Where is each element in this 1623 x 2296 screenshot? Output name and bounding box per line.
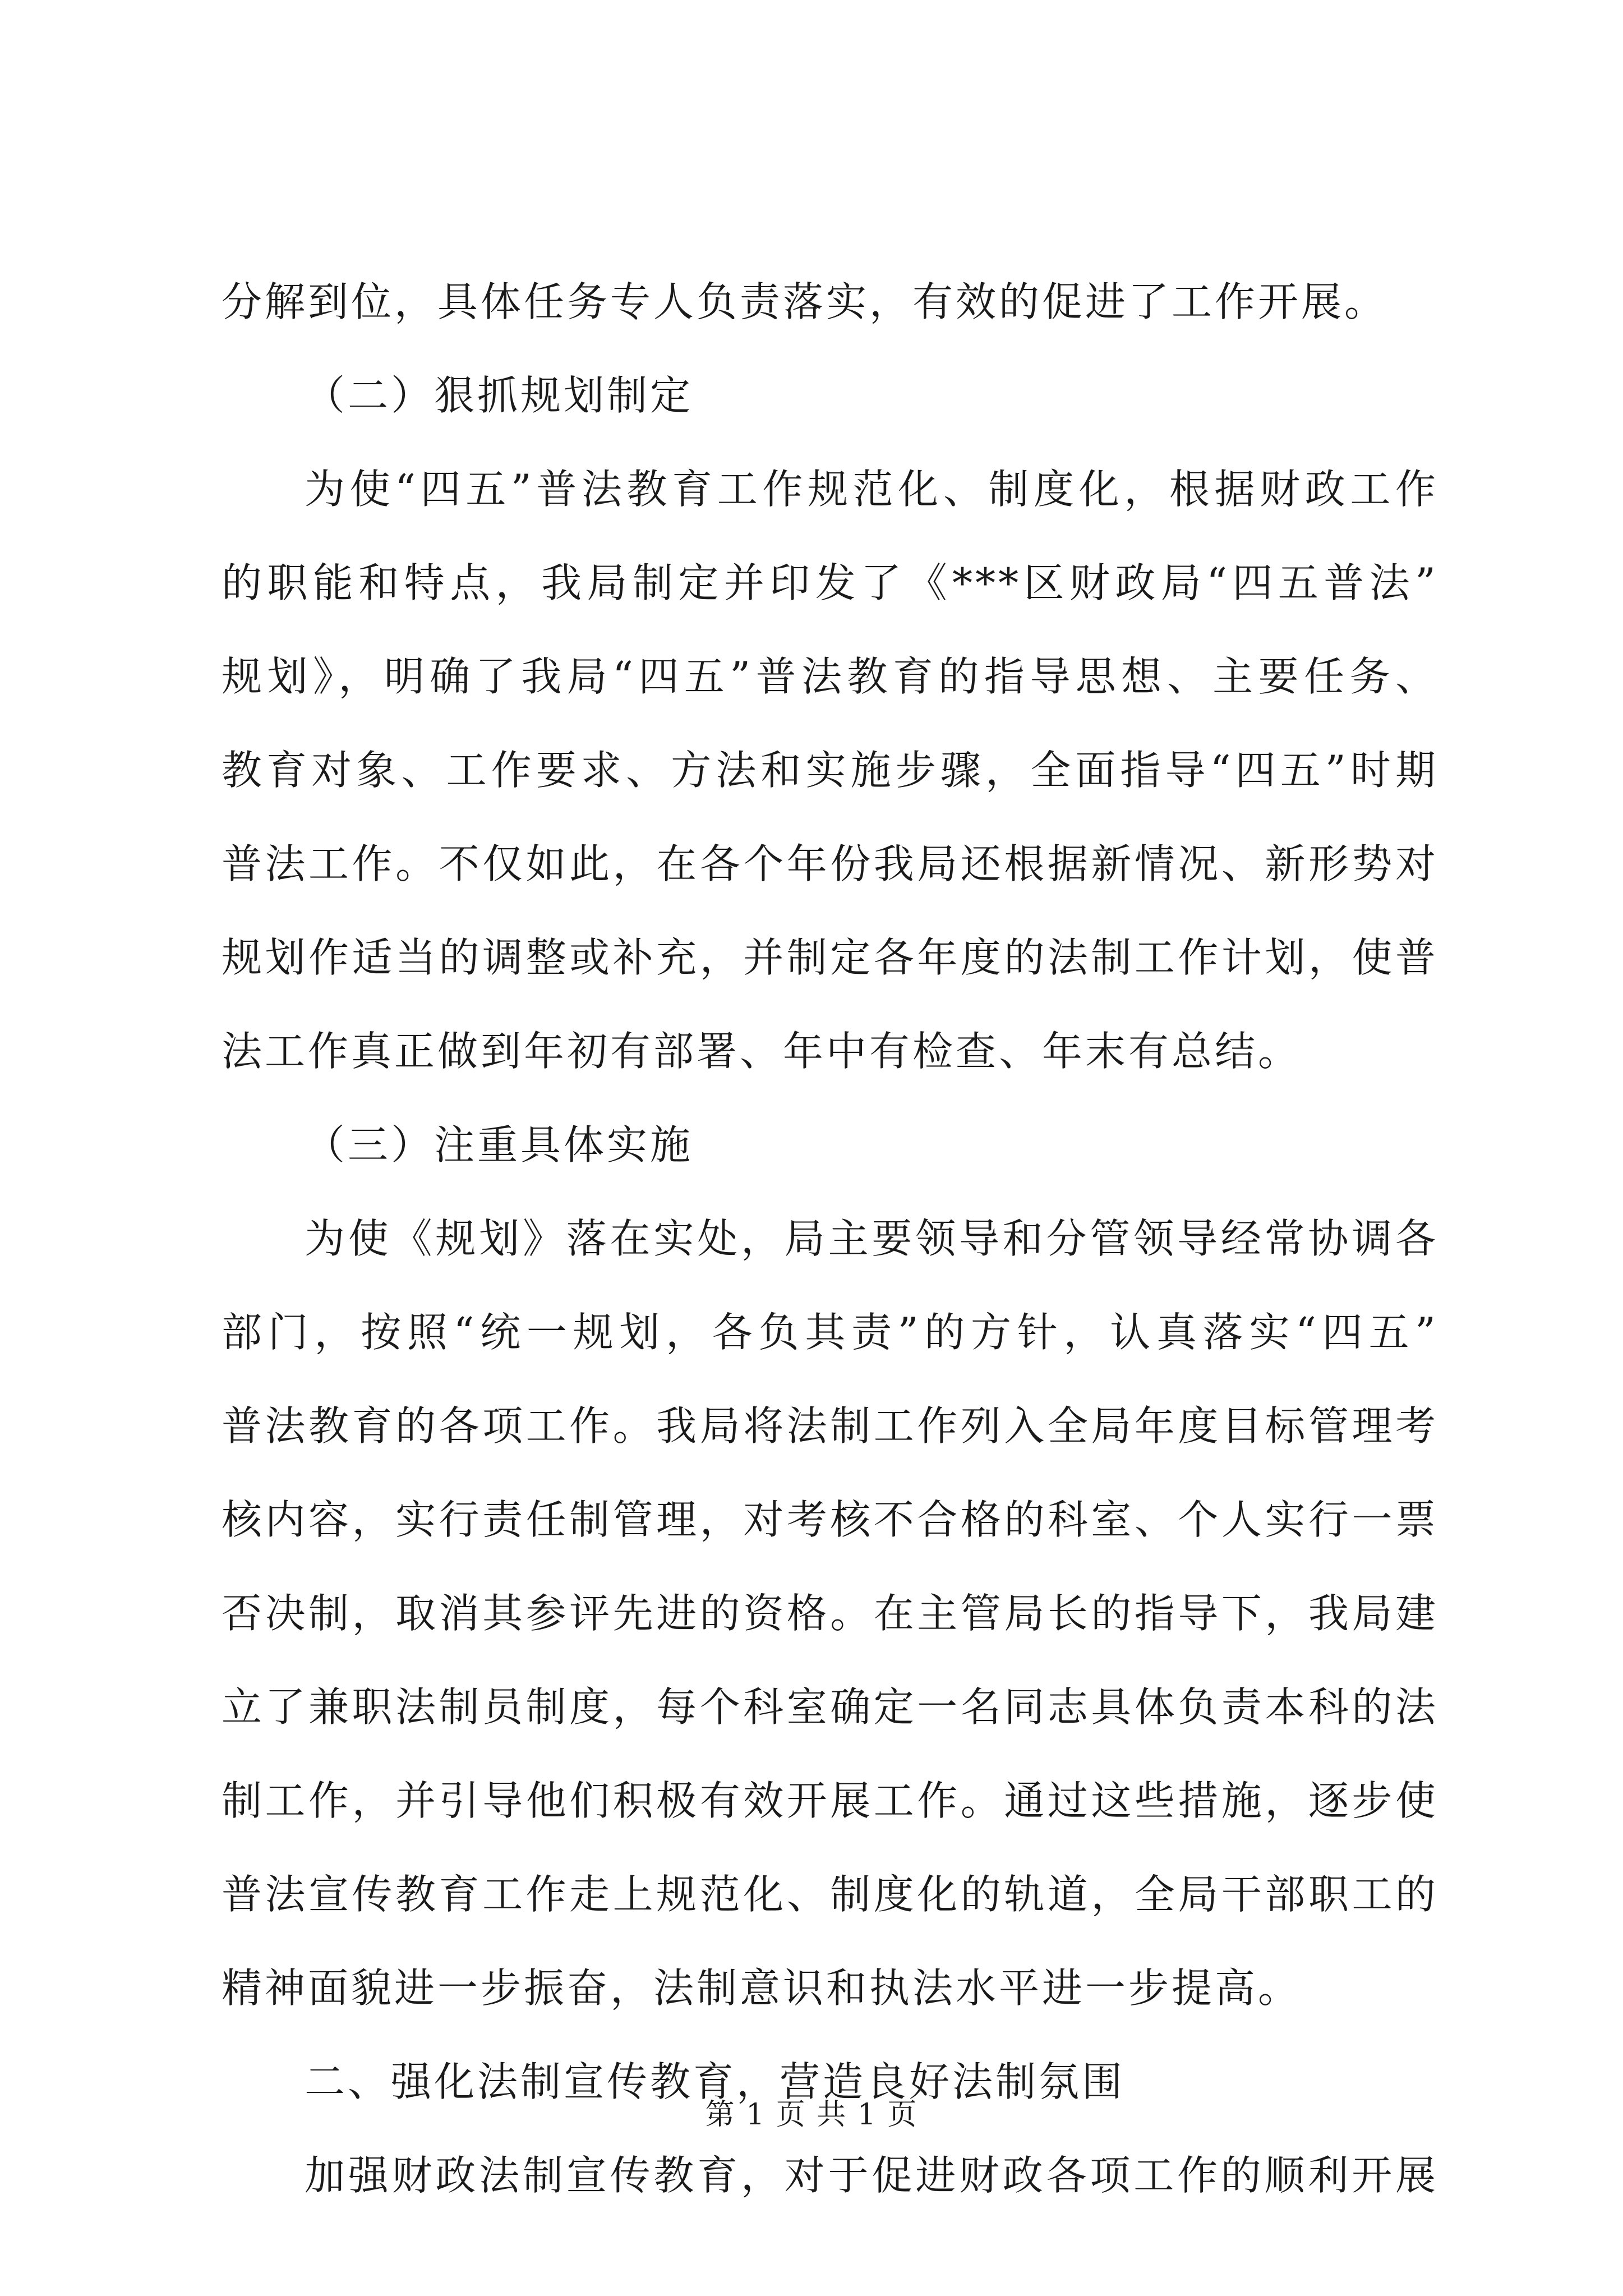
paragraph-line: 规划》，明确了我局“四五”普法教育的指导思想、主要任务、	[222, 653, 1438, 700]
section-heading: （三）注重具体实施	[305, 1121, 694, 1168]
paragraph-line: 的职能和特点，我局制定并印发了《***区财政局“四五普法”	[222, 559, 1438, 606]
paragraph-line: 普法宣传教育工作走上规范化、制度化的轨道，全局干部职工的	[222, 1871, 1438, 1918]
paragraph-line: 精神面貌进一步振奋，法制意识和执法水平进一步提高。	[222, 1964, 1302, 2012]
page-footer: 第 1 页 共 1 页	[705, 2098, 918, 2132]
paragraph-line: 为使《规划》落在实处，局主要领导和分管领导经常协调各	[305, 1215, 1438, 1262]
paragraph-line: 立了兼职法制员制度，每个科室确定一名同志具体负责本科的法	[222, 1683, 1438, 1731]
paragraph-line: 加强财政法制宣传教育，对于促进财政各项工作的顺利开展	[305, 2152, 1438, 2199]
paragraph-line: 普法教育的各项工作。我局将法制工作列入全局年度目标管理考	[222, 1402, 1438, 1450]
paragraph-line: 教育对象、工作要求、方法和实施步骤，全面指导“四五”时期	[222, 747, 1438, 794]
paragraph-line: 部门，按照“统一规划，各负其责”的方针，认真落实“四五”	[222, 1309, 1438, 1356]
section-heading: 二、强化法制宣传教育，营造良好法制氛围	[305, 2058, 1126, 2105]
paragraph-line: 为使“四五”普法教育工作规范化、制度化，根据财政工作	[305, 466, 1438, 513]
paragraph-line: 规划作适当的调整或补充，并制定各年度的法制工作计划，使普	[222, 934, 1438, 981]
section-heading: （二）狠抓规划制定	[305, 372, 694, 419]
document-body	[222, 255, 1438, 2223]
paragraph-line: 制工作，并引导他们积极有效开展工作。通过这些措施，逐步使	[222, 1777, 1438, 1824]
paragraph-line: 分解到位，具体任务专人负责落实，有效的促进了工作开展。	[222, 278, 1388, 325]
paragraph-line: 否决制，取消其参评先进的资格。在主管局长的指导下，我局建	[222, 1590, 1438, 1637]
paragraph-line: 法工作真正做到年初有部署、年中有检查、年末有总结。	[222, 1028, 1302, 1075]
paragraph-line: 核内容，实行责任制管理，对考核不合格的科室、个人实行一票	[222, 1496, 1438, 1543]
paragraph-line: 普法工作。不仅如此，在各个年份我局还根据新情况、新形势对	[222, 840, 1438, 887]
